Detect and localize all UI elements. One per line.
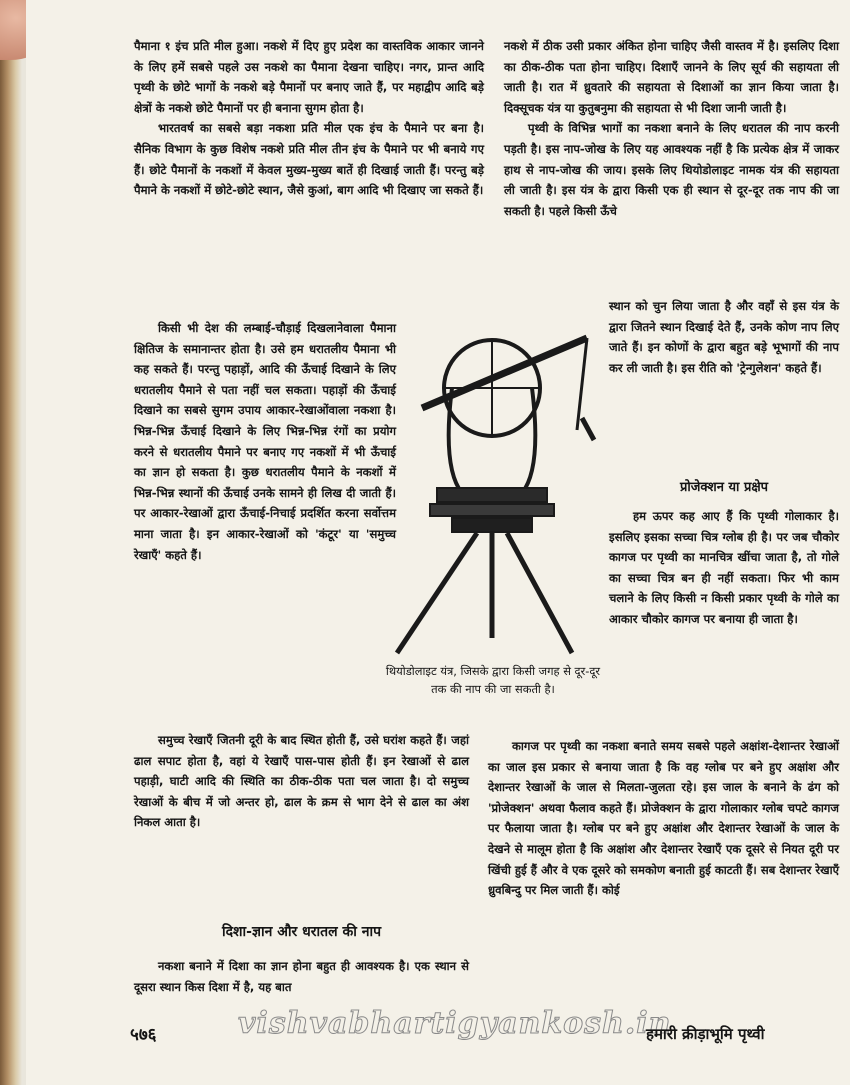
page-number: ५७६ (130, 1025, 157, 1045)
paragraph: हम ऊपर कह आए हैं कि पृथ्वी गोलाकार है। इसलिए इसका सच्चा चित्र ग्लोब ही है। पर जब चौकोर कागज पर पृथ्वी का मानचित्र खींचा जाता है, तो गोले का सच्चा चित्र बन ही नहीं सकता। फिर भी काम चलाने के लिए किसी न किसी प्रकार पृथ्वी के गोले का आकार चौकोर कागज पर बनाया ही जाता है। (609, 509, 839, 626)
paragraph: नकशे में ठीक उसी प्रकार अंकित होना चाहिए जैसी वास्तव में है। इसलिए दिशा का ठीक-ठीक पता होना चाहिए। दिशाएँ जानने के लिए सूर्य की सहायता ली जाती है। रात में ध्रुवतारे की सहायता से दिशाओं का ज्ञान किया जाता है। दिक्सूचक यंत्र या कुतुबनुमा की सहायता से भी दिशा जानी जाती है। (504, 39, 839, 115)
left-column-final (134, 956, 469, 997)
paragraph: पृथ्वी के विभिन्न भागों का नकशा बनाने के लिए धरातल की नाप करनी पड़ती है। इस नाप-जोख के लिए यह आवश्यक नहीं है कि प्रत्येक क्षेत्र में जाकर हाथ से नाप-जोख की जाय। इसके लिए थियोडोलाइट नामक यंत्र की सहायता ली जाती है। इस यंत्र के द्वारा किसी एक ही स्थान से दूर-दूर तक नाप की जा सकती है। पहले किसी ऊँचे (504, 121, 839, 218)
right-column-top (504, 36, 839, 221)
right-column-bottom (488, 736, 839, 901)
book-page (26, 0, 850, 1085)
projection-heading: प्रोजेक्शन या प्रक्षेप (679, 480, 769, 495)
right-column-middle (609, 296, 839, 378)
paragraph: भारतवर्ष का सबसे बड़ा नकशा प्रति मील एक इंच के पैमाने पर बना है। सैनिक विभाग के कुछ विशेष नकशे प्रति मील तीन इंच के पैमाने पर भी बनाये गए हैं। छोटे पैमानों के नकशों में केवल मुख्य-मुख्य बातें ही दिखाई जाती हैं। परन्तु बड़े पैमाने के नकशों में छोटे-छोटे स्थान, जैसे कुआं, बाग आदि भी दिखाए जा सकते हैं। (134, 121, 484, 198)
running-title: हमारी क्रीड़ाभूमि पृथ्वी (646, 1025, 765, 1043)
left-column-bottom (134, 730, 469, 833)
paragraph: पैमाना १ इंच प्रति मील हुआ। नकशे में दिए हुए प्रदेश का वास्तविक आकार जानने के लिए हमें सबसे पहले उस नकशे का पैमाना देखना चाहिए। नगर, प्रान्त आदि पृथ्वी के छोटे भागों के नकशे बड़े पैमानों पर बनाए जाते हैं, पर महाद्वीप आदि बड़े क्षेत्रों के नकशे छोटे पैमानों पर ही बनाना सुगम होता है। (134, 39, 484, 115)
paragraph: नकशा बनाने में दिशा का ज्ञान होना बहुत ही आवश्यक है। एक स्थान से दूसरा स्थान किस दिशा में है, यह बात (134, 959, 469, 994)
book-spine-edge (0, 0, 22, 1085)
theodolite-illustration (382, 318, 602, 658)
figure-caption: थियोडोलाइट यंत्र, जिसके द्वारा किसी जगह से दूर-दूर तक की नाप की जा सकती है। (385, 664, 601, 696)
paragraph: कागज पर पृथ्वी का नकशा बनाते समय सबसे पहले अक्षांश-देशान्तर रेखाओं का जाल इस प्रकार से बनाया जाता है कि वह ग्लोब पर बने हुए अक्षांश और देशान्तर रेखाओं के जाल से मिलता-जुलता रहे। इस जाल के बनाने के ढंग को 'प्रोजेक्शन' अथवा फैलाव कहते हैं। प्रोजेक्शन के द्वारा गोलाकार ग्लोब चपटे कागज पर फैलाया जाता है। ग्लोब पर बने हुए अक्षांश और देशान्तर रेखाओं के जाल के देखने से मालूम होता है कि अक्षांश और देशान्तर रेखाएँ एक दूसरे से नियत दूरी पर खिंची हुई हैं और वे एक दूसरे को समकोण बनाती हुई काटती हैं। सब देशान्तर रेखाएँ ध्रुवबिन्दु पर मिल जाती हैं। कोई (488, 739, 839, 898)
paragraph: समुच्च रेखाएँ जितनी दूरी के बाद स्थित होती हैं, उसे घरांश कहते हैं। जहां ढाल सपाट होता है, वहां ये रेखाएँ पास-पास होती हैं। इन रेखाओं से ढाल पहाड़ी, घाटी आदि की स्थिति का ठीक-ठीक पता चल जाता है। दो समुच्च रेखाओं के बीच में जो अन्तर हो, ढाल के क्रम से भाग देने से ढाल का अंश निकल आता है। (134, 733, 469, 830)
left-column-top (134, 36, 484, 201)
watermark: vishvabhartigyankosh.in (238, 1006, 672, 1041)
tripod-leg (507, 533, 572, 653)
tripod-leg (397, 533, 477, 653)
horizontal-plate (437, 488, 547, 502)
section-heading: दिशा-ज्ञान और धरातल की नाप (221, 924, 382, 940)
paragraph: स्थान को चुन लिया जाता है और वहाँ से इस यंत्र के द्वारा जितने स्थान दिखाई देते हैं, उनके कोण नाप लिए जाते हैं। इन कोणों के द्वारा बहुत बड़े भूभागों की नाप कर ली जाती है। इस रीति को 'ट्रेन्गुलेशन' कहते हैं। (609, 299, 839, 375)
paragraph: किसी भी देश की लम्बाई-चौड़ाई दिखलानेवाला पैमाना क्षितिज के समानान्तर होता है। उसे हम धरातलीय पैमाना भी कह सकते हैं। परन्तु पहाड़ों, आदि की ऊँचाई दिखाने के लिए धरातलीय पैमाने से पता नहीं चल सकता। पहाड़ों की ऊँचाई दिखाने का सबसे सुगम उपाय आकार-रेखाओंवाला नकशा है। भिन्न-भिन्न ऊँचाई दिखाने के लिए भिन्न-भिन्न रंगों का प्रयोग करने से धरातलीय पैमाने पर बनाए गए नकशों में भी ऊँचाई का ज्ञान हो सकता है। कुछ धरातलीय पैमाने के नकशों में भिन्न-भिन्न स्थानों की ऊँचाई उनके सामने ही लिख दी जाती हैं। पर आकार-रेखाओं द्वारा ऊँचाई-निचाई प्रदर्शित करना सर्वोत्तम माना जाता है। इन आकार-रेखाओं को 'कंटूर' या 'समुच्च रेखाएँ' कहते हैं। (134, 321, 396, 562)
left-column-middle (134, 318, 396, 565)
right-column-middle-2 (609, 506, 839, 630)
